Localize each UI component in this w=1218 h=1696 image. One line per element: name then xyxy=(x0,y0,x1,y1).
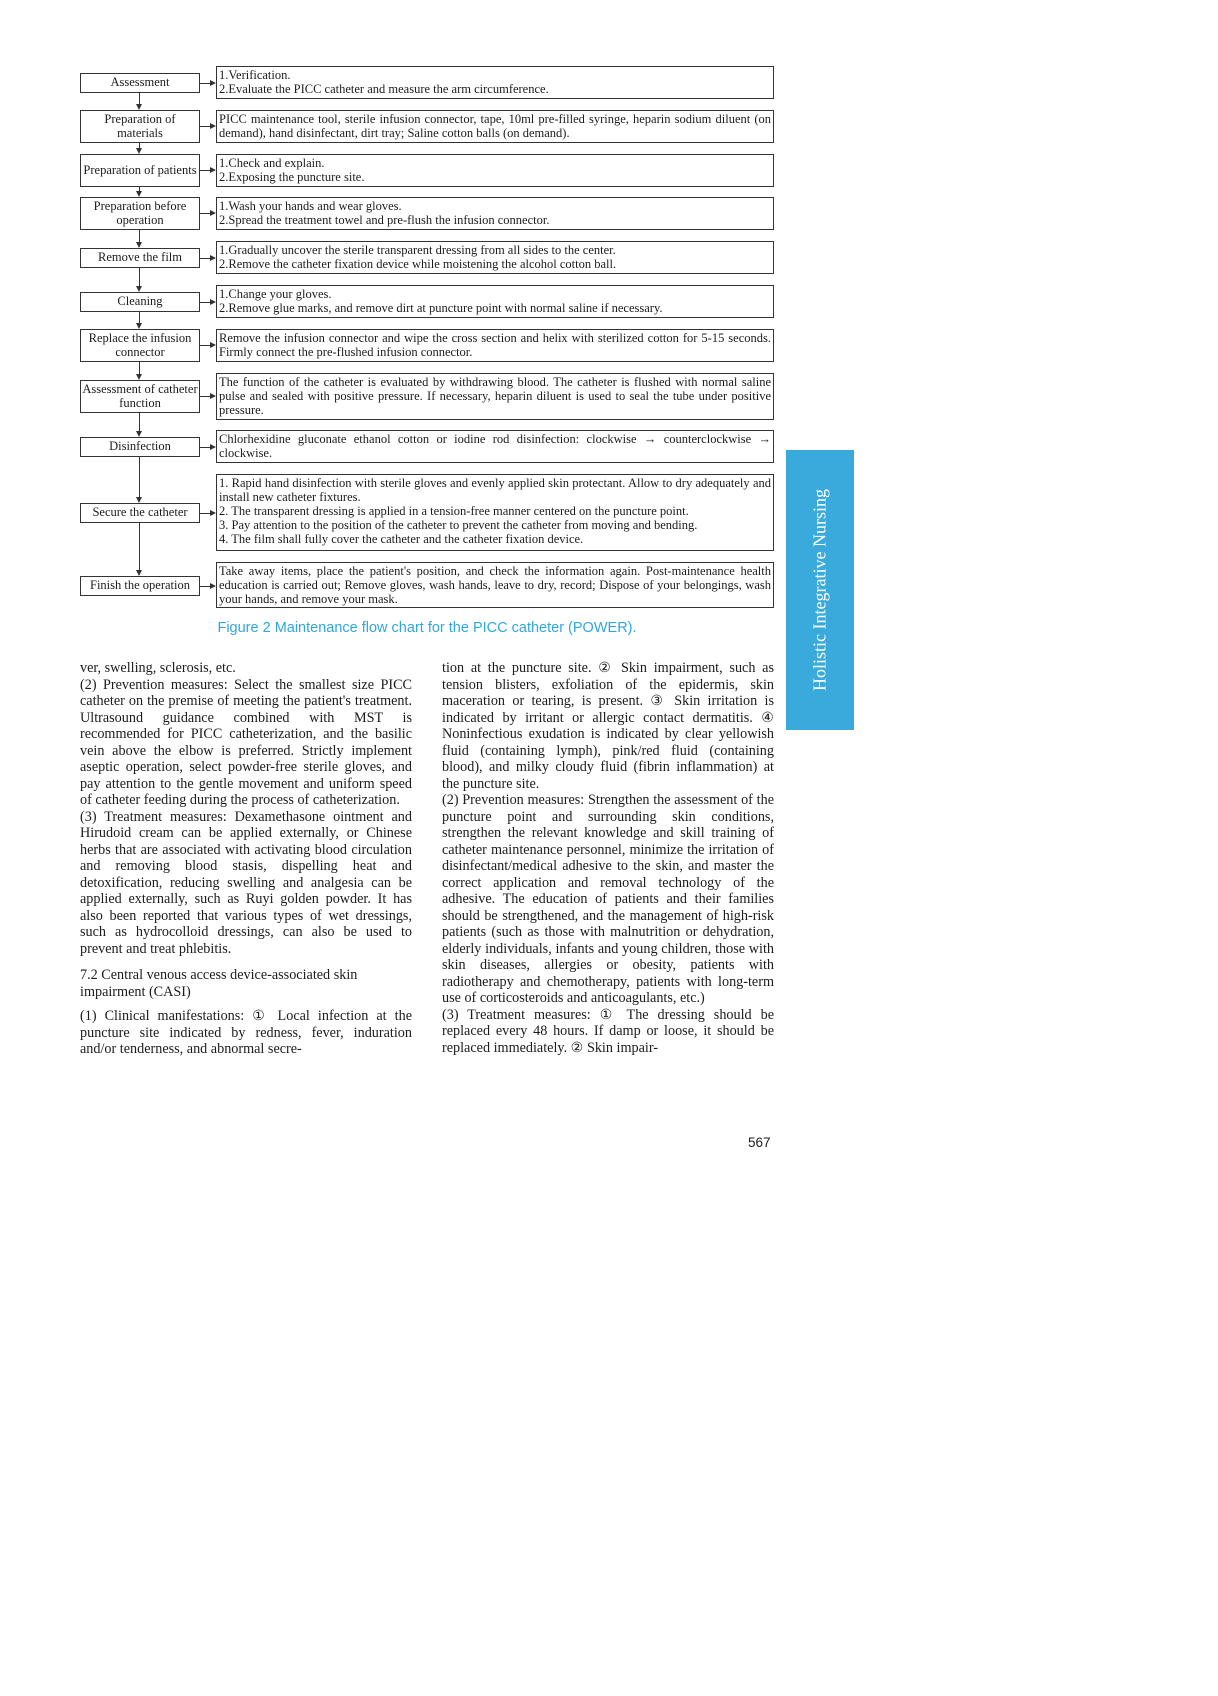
paragraph: (2) Prevention measures: Select the smallest size PICC catheter on the premise of meeting the patient's treatment. Ultrasound guidance combined with MST is recommended for PICC catheterization, and the basilic vein above the elbow is preferred. Strictly implement aseptic operation, select powder-free sterile gloves, and pay attention to the gentle movement and uniform speed of catheter feeding during the process of catheterization. xyxy=(80,676,412,808)
arrow-right-icon xyxy=(210,210,216,216)
connector-line xyxy=(200,83,210,84)
flow-step-materials: Preparation of materials xyxy=(80,110,200,143)
flow-detail-materials: PICC maintenance tool, sterile infusion connector, tape, 10ml pre-filled syringe, heparin sodium diluent (on demand), hand disinfectant, dirt tray; Saline cotton balls (on demand). xyxy=(216,110,774,143)
flow-step-before-operation: Preparation before operation xyxy=(80,197,200,230)
connector-line xyxy=(139,93,140,104)
flow-detail-before-operation: 1.Wash your hands and wear gloves. 2.Spread the treatment towel and pre-flush the infusion connector. xyxy=(216,197,774,230)
connector-line xyxy=(139,457,140,497)
paragraph: (3) Treatment measures: Dexamethasone ointment and Hirudoid cream can be applied externally, or Chinese herbs that are associated with activating blood circulation and removing blood stasis, dispelling heat and detoxification, reducing swelling and analgesia can be applied externally, such as Ruyi golden powder. It has also been reported that various types of wet dressings, such as hydrocolloid dressings, can also be used to prevent and treat phlebitis. xyxy=(80,808,412,957)
connector-line xyxy=(139,362,140,374)
left-column xyxy=(80,660,412,1058)
right-column xyxy=(442,660,774,1056)
flow-step-replace-connector: Replace the infusion connector xyxy=(80,329,200,362)
arrow-right-icon xyxy=(210,342,216,348)
arrow-right-icon xyxy=(210,393,216,399)
arrow-right-icon xyxy=(210,510,216,516)
arrow-down-icon xyxy=(136,104,142,110)
flow-step-catheter-function: Assessment of catheter function xyxy=(80,380,200,413)
connector-line xyxy=(200,170,210,171)
arrow-right-icon xyxy=(210,167,216,173)
arrow-down-icon xyxy=(136,431,142,437)
connector-line xyxy=(139,312,140,323)
arrow-down-icon xyxy=(136,148,142,154)
journal-name: Holistic Integrative Nursing xyxy=(809,489,830,691)
flow-detail-remove-film: 1.Gradually uncover the sterile transparent dressing from all sides to the center. 2.Remove the catheter fixation device while moistening the alcohol cotton ball. xyxy=(216,241,774,274)
connector-line xyxy=(200,302,210,303)
flow-step-disinfection: Disinfection xyxy=(80,437,200,457)
arrow-down-icon xyxy=(136,374,142,380)
arrow-down-icon xyxy=(136,570,142,576)
paragraph: ver, swelling, sclerosis, etc. xyxy=(80,660,236,676)
flow-detail-secure-catheter: 1. Rapid hand disinfection with sterile gloves and evenly applied skin protectant. Allow to dry adequately and install new catheter fixtures. 2. The transparent dressing is applied in a tension-free manner centered on the puncture point. 3. Pay attention to the position of the catheter to prevent the catheter from moving and bending. 4. The film shall fully cover the catheter and the catheter fixation device. xyxy=(216,474,774,551)
flow-step-patients: Preparation of patients xyxy=(80,154,200,187)
flow-detail-patients: 1.Check and explain. 2.Exposing the puncture site. xyxy=(216,154,774,187)
flow-step-finish: Finish the operation xyxy=(80,576,200,596)
arrow-right-icon xyxy=(210,444,216,450)
paragraph: tion at the puncture site. ② Skin impairment, such as tension blisters, exfoliation of the epidermis, skin maceration or tearing, is present. ③ Skin irritation is indicated by irritant or allergic contact dermatitis. ④ Noninfectious exudation is indicated by clear yellowish fluid (containing lymph), pink/red fluid (containing blood), and milky cloudy fluid (fibrin inflammation) at the puncture site. xyxy=(442,660,774,792)
connector-line xyxy=(200,586,210,587)
connector-line xyxy=(139,413,140,431)
paragraph: (1) Clinical manifestations: ① Local infection at the puncture site indicated by redness, fever, induration and/or tenderness, and abnormal secre- xyxy=(80,1008,412,1057)
flow-detail-assessment: 1.Verification. 2.Evaluate the PICC catheter and measure the arm circumference. xyxy=(216,66,774,99)
arrow-down-icon xyxy=(136,323,142,329)
connector-line xyxy=(200,396,210,397)
arrow-down-icon xyxy=(136,286,142,292)
connector-line xyxy=(200,258,210,259)
arrow-right-icon xyxy=(210,80,216,86)
paragraph: (3) Treatment measures: ① The dressing should be replaced every 48 hours. If damp or loose, it should be replaced immediately. ② Skin impair- xyxy=(442,1006,774,1056)
flow-detail-replace-connector: Remove the infusion connector and wipe the cross section and helix with sterilized cotton for 5-15 seconds. Firmly connect the pre-flushed infusion connector. xyxy=(216,329,774,362)
flow-detail-catheter-function: The function of the catheter is evaluated by withdrawing blood. The catheter is flushed with normal saline pulse and sealed with positive pressure. If necessary, heparin diluent is used to seal the tube under positive pressure. xyxy=(216,373,774,420)
flow-step-remove-film: Remove the film xyxy=(80,248,200,268)
arrow-right-icon xyxy=(210,299,216,305)
flow-detail-cleaning: 1.Change your gloves. 2.Remove glue marks, and remove dirt at puncture point with normal saline if necessary. xyxy=(216,285,774,318)
connector-line xyxy=(139,268,140,286)
connector-line xyxy=(200,513,210,514)
journal-side-tab xyxy=(786,450,854,730)
connector-line xyxy=(200,447,210,448)
flow-step-secure-catheter: Secure the catheter xyxy=(80,503,200,523)
section-heading: 7.2 Central venous access device-associated skin impairment (CASI) xyxy=(80,967,358,1000)
figure-caption: Figure 2 Maintenance flow chart for the PICC catheter (POWER). xyxy=(217,620,637,636)
arrow-down-icon xyxy=(136,242,142,248)
flow-detail-finish: Take away items, place the patient's position, and check the information again. Post-maintenance health education is carried out; Remove gloves, wash hands, leave to dry, record; Dispose of your belongings, wash your hands, and remove your mask. xyxy=(216,562,774,608)
connector-line xyxy=(200,126,210,127)
arrow-down-icon xyxy=(136,497,142,503)
paragraph: (2) Prevention measures: Strengthen the assessment of the puncture point and surrounding skin conditions, strengthen the relevant knowledge and skill training of catheter maintenance personnel, minimize the irritation of disinfectant/medical adhesive to the skin, and master the correct application and removal technology of the adhesive. The education of patients and their families should be strengthened, and the management of high-risk patients (such as those with malnutrition or dehydration, elderly individuals, infants and young children, those with skin diseases, allergies or obesity, patients with radiotherapy and chemotherapy, patients with long-term use of corticosteroids and anticoagulants, etc.) xyxy=(442,792,774,1006)
page-number: 567 xyxy=(748,1135,771,1150)
arrow-right-icon xyxy=(210,583,216,589)
arrow-right-icon xyxy=(210,123,216,129)
connector-line xyxy=(139,523,140,570)
flowchart xyxy=(0,0,1218,640)
connector-line xyxy=(139,230,140,242)
flow-step-assessment: Assessment xyxy=(80,73,200,93)
arrow-right-icon xyxy=(210,255,216,261)
arrow-down-icon xyxy=(136,191,142,197)
connector-line xyxy=(200,213,210,214)
connector-line xyxy=(200,345,210,346)
flow-detail-disinfection: Chlorhexidine gluconate ethanol cotton or iodine rod disinfection: clockwise → counterclockwise → clockwise. xyxy=(216,430,774,463)
flow-step-cleaning: Cleaning xyxy=(80,292,200,312)
